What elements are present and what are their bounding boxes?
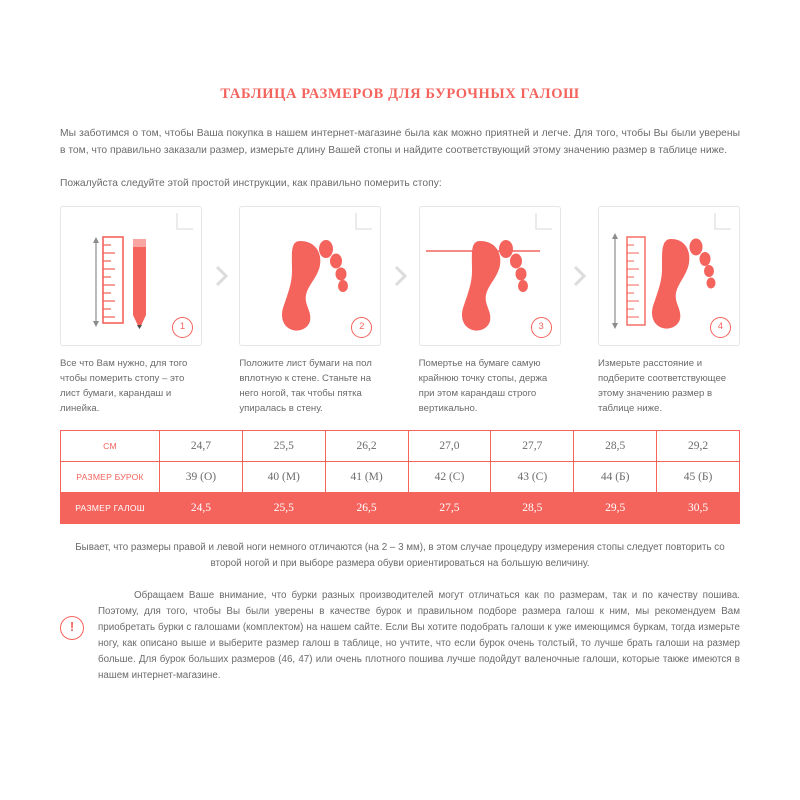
cell-galosh-7: 30,5	[657, 493, 740, 524]
cell-cm-4: 27,0	[408, 431, 491, 462]
step-2-card	[239, 206, 381, 346]
step-4	[598, 206, 740, 416]
exclamation-icon: !	[60, 616, 84, 640]
row-header-galosh: РАЗМЕР ГАЛОШ	[61, 493, 160, 524]
intro-paragraph: Мы заботимся о том, чтобы Ваша покупка в нашем интернет-магазине была как можно приятней и легче. Для того, чтобы Вы были уверены в том, что правильно заказали размер, измерьте длину Вашей стопы и найдите соответствующий этому значению размер в таблице ниже.	[60, 128, 740, 156]
cell-burki-3: 41 (М)	[325, 462, 408, 493]
instruction-paragraph: Пожалуйста следуйте этой простой инструкции, как правильно померить стопу:	[60, 178, 442, 189]
table-row	[61, 462, 740, 493]
cell-burki-4: 42 (С)	[408, 462, 491, 493]
step-4-caption: Измерьте расстояние и подберите соответствующее этому значению размер в таблице ниже.	[597, 358, 727, 414]
steps-row	[60, 206, 740, 416]
arrow-icon-3	[566, 206, 592, 346]
cell-galosh-5: 28,5	[491, 493, 574, 524]
cell-galosh-1: 24,5	[160, 493, 243, 524]
cell-galosh-4: 27,5	[408, 493, 491, 524]
step-1-number: 1	[172, 317, 193, 338]
arrow-icon-1	[208, 206, 234, 346]
step-4-card	[598, 206, 740, 346]
cell-cm-3: 26,2	[325, 431, 408, 462]
table-row	[61, 431, 740, 462]
cell-burki-6: 44 (Б)	[574, 462, 657, 493]
step-3-card	[419, 206, 561, 346]
step-2-caption: Положите лист бумаги на пол вплотную к стене. Станьте на него ногой, так чтобы пятка упиралась в стену.	[239, 358, 372, 414]
step-4-number: 4	[710, 317, 731, 338]
size-table	[60, 430, 740, 524]
step-1-caption: Все что Вам нужно, для того чтобы померить стопу – это лист бумаги, карандаш и линейка.	[60, 358, 188, 414]
cell-cm-6: 28,5	[574, 431, 657, 462]
cell-burki-2: 40 (М)	[242, 462, 325, 493]
step-2-number: 2	[351, 317, 372, 338]
page-title: ТАБЛИЦА РАЗМЕРОВ ДЛЯ БУРОЧНЫХ ГАЛОШ	[220, 86, 580, 102]
cell-galosh-6: 29,5	[574, 493, 657, 524]
cell-cm-5: 27,7	[491, 431, 574, 462]
cell-burki-1: 39 (O)	[160, 462, 243, 493]
step-3-caption: Помертье на бумаге самую крайнюю точку стопы, держа при этом карандаш строго вертикально.	[418, 358, 548, 414]
cell-burki-5: 43 (С)	[491, 462, 574, 493]
cell-cm-2: 25,5	[242, 431, 325, 462]
step-2	[239, 206, 381, 416]
cell-cm-1: 24,7	[160, 431, 243, 462]
warning-block	[60, 588, 740, 684]
step-3	[419, 206, 561, 416]
warning-text: Обращаем Ваше внимание, что бурки разных производителей могут отличаться как по размерам, так и по качеству пошива. Поэтому, для того, чтобы Вы были уверены в качестве бурок и правильном подборе размера галош к ним, мы рекомендуем Вам приобретать бурки с галошами (комплектом) на нашем сайте. Если Вы хотите подобрать галоши к уже имеющимся буркам, тогда измерьте ногу, как описано выше и выберите размер галош в таблице, но учтите, что если бурок очень толстый, то лучше брать галоши на размер больше. Для бурок больших размеров (46, 47) или очень плотного пошива лучше подойдут валеночные галоши, которые также имеются в нашем интернет-магазине.	[98, 590, 740, 681]
step-3-number: 3	[531, 317, 552, 338]
cell-cm-7: 29,2	[657, 431, 740, 462]
cell-galosh-3: 26,5	[325, 493, 408, 524]
table-row	[61, 493, 740, 524]
arrow-icon-2	[387, 206, 413, 346]
measurement-note: Бывает, что размеры правой и левой ноги немного отличаются (на 2 – 3 мм), в этом случае процедуру измерения стопы следует повторить со второй ногой и при выборе размера обуви ориентироваться на большую величину.	[75, 542, 725, 569]
cell-burki-7: 45 (Б)	[657, 462, 740, 493]
cell-galosh-2: 25,5	[242, 493, 325, 524]
step-1-card	[60, 206, 202, 346]
row-header-burki: РАЗМЕР БУРОК	[61, 462, 160, 493]
row-header-cm: СМ	[61, 431, 160, 462]
step-1	[60, 206, 202, 416]
